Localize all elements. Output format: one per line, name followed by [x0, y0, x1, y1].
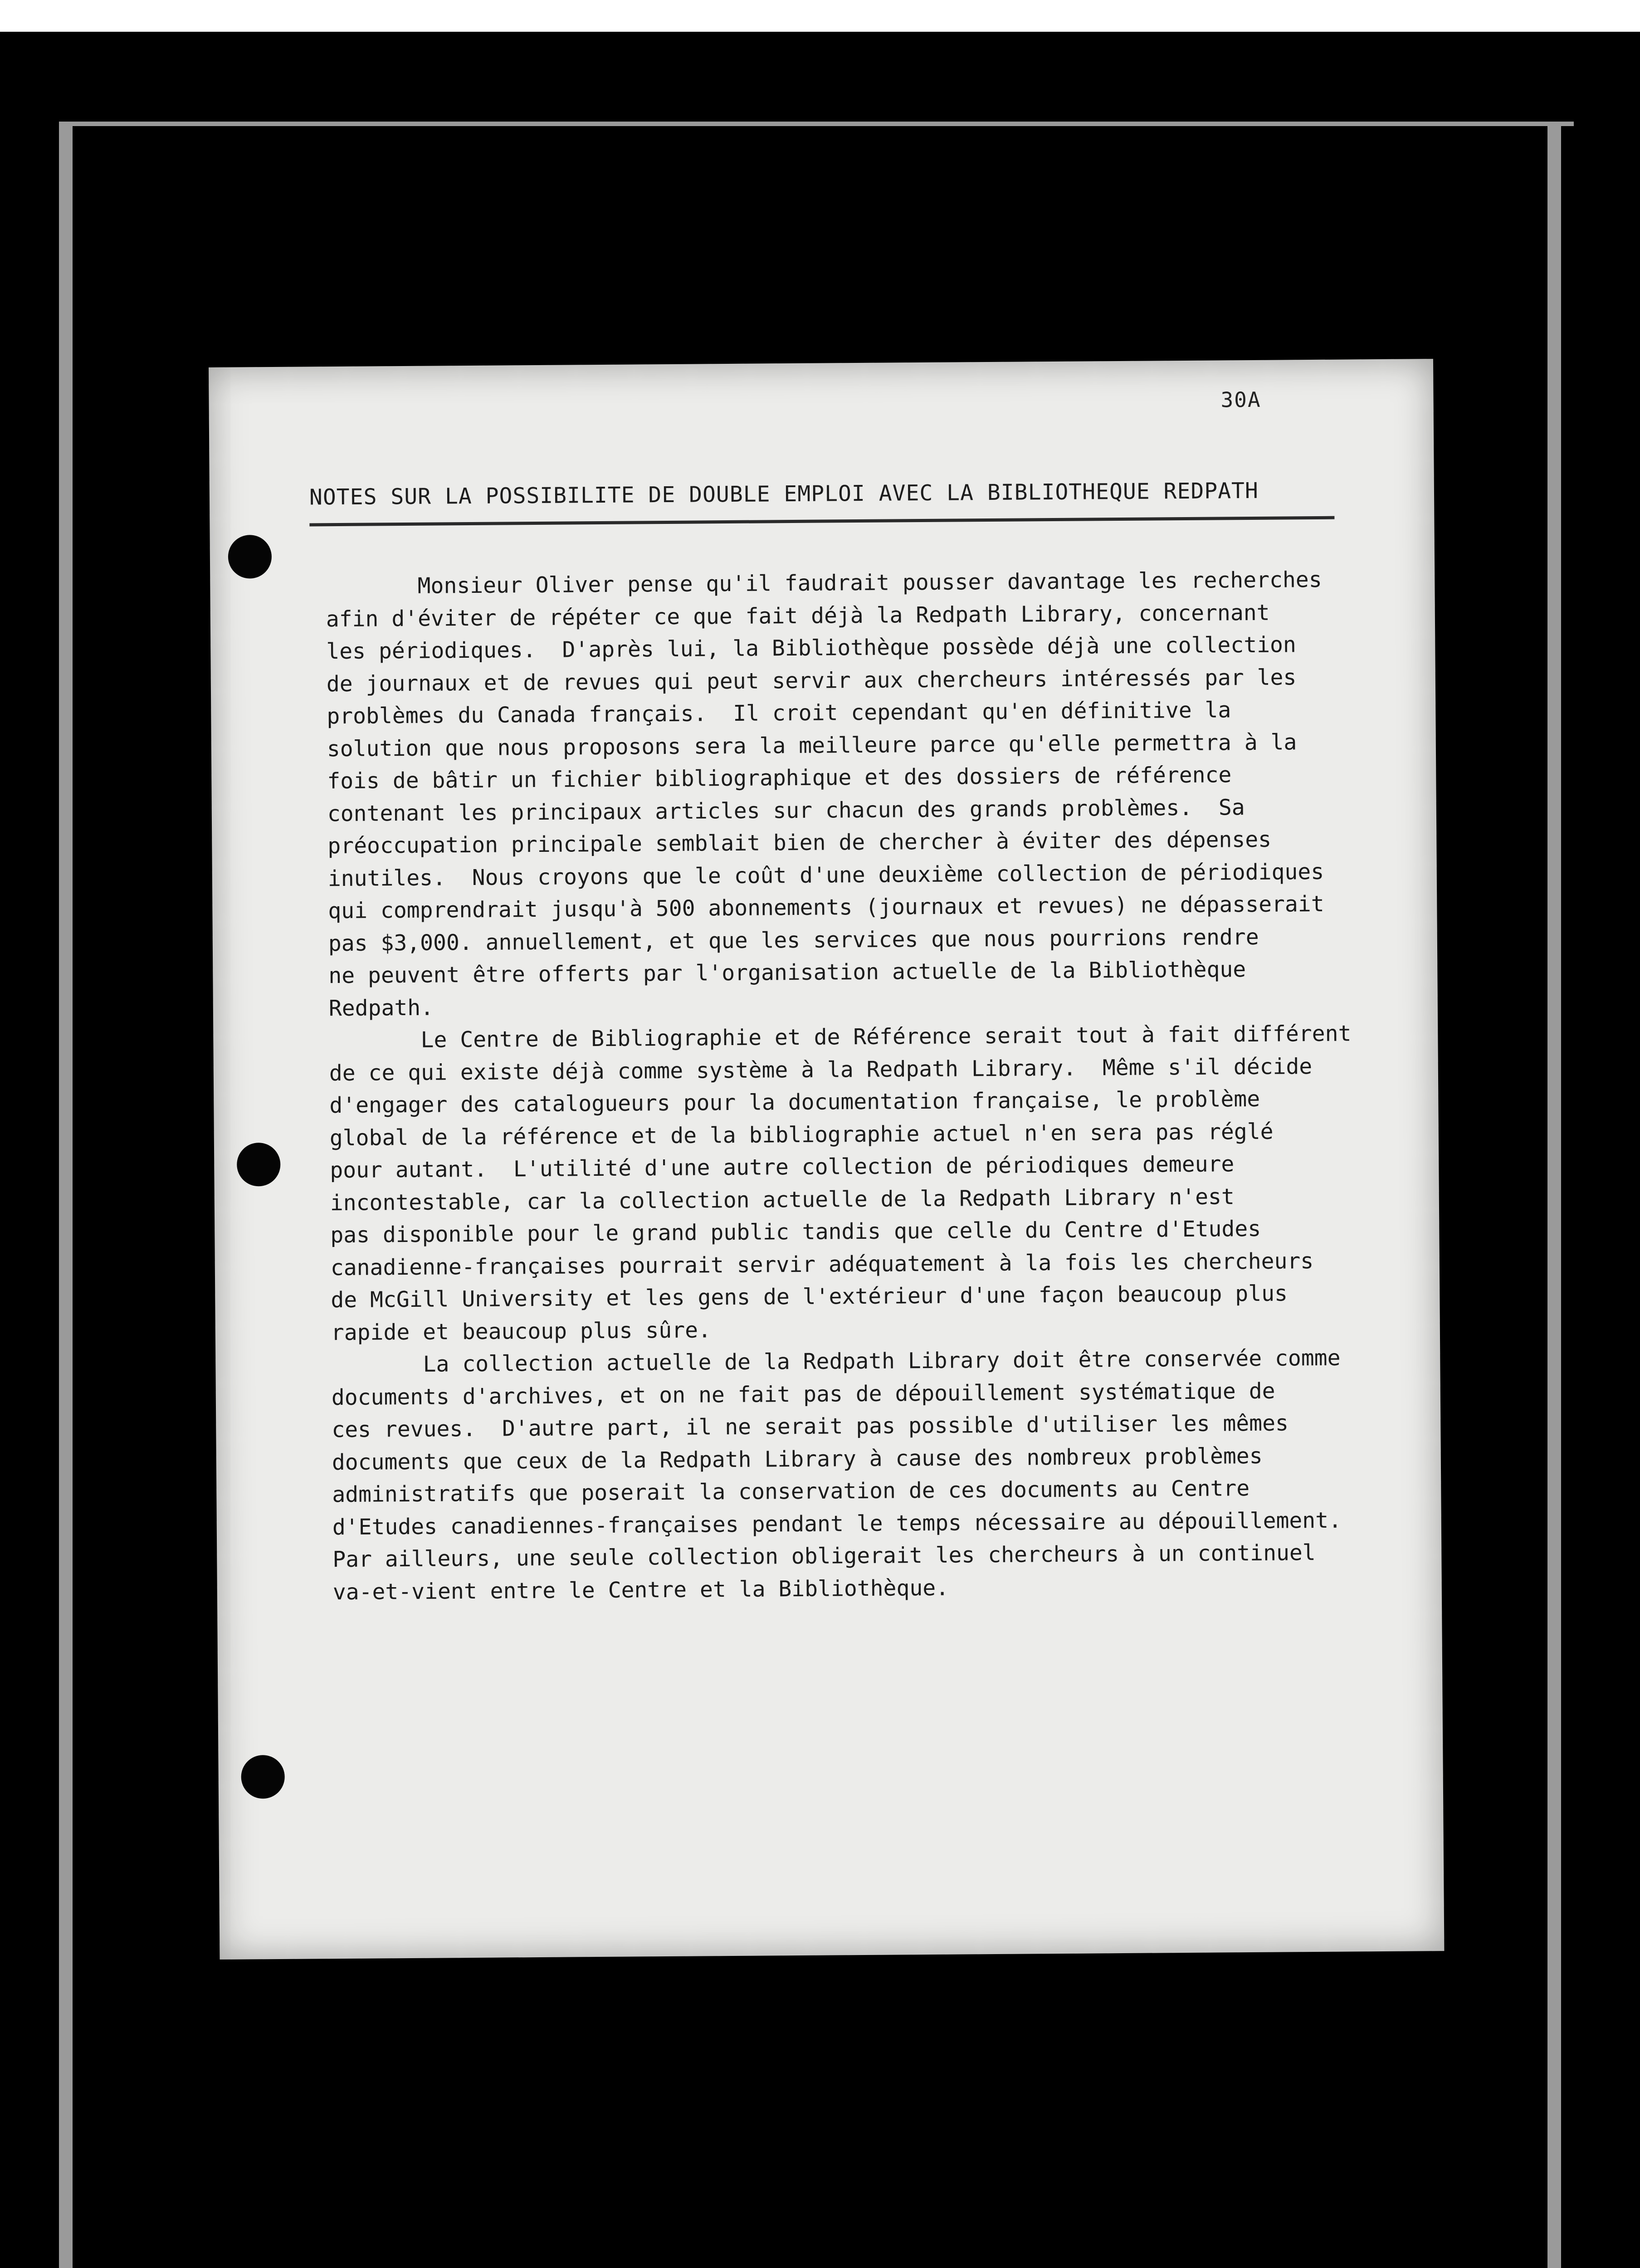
- body-line: La collection actuelle de la Redpath Library doit être conservée comme: [331, 1345, 1341, 1378]
- frame-right-edge: [1547, 122, 1561, 2268]
- body-line: documents que ceux de la Redpath Library à cause des nombreux problèmes: [332, 1443, 1263, 1475]
- body-line: ne peuvent être offerts par l'organisation actuelle de la Bibliothèque: [328, 957, 1246, 989]
- punch-hole-top: [228, 535, 272, 579]
- body-line: pas $3,000. annuellement, et que les services que nous pourrions rendre: [328, 924, 1259, 956]
- body-line: afin d'éviter de répéter ce que fait déjà la Redpath Library, concernant: [326, 600, 1270, 632]
- body-line: pas disponible pour le grand public tandis que celle du Centre d'Etudes: [330, 1216, 1261, 1248]
- body-line: inutiles. Nous croyons que le coût d'une deuxième collection de périodiques: [327, 859, 1324, 891]
- body-line: problèmes du Canada français. Il croit cependant qu'en définitive la: [327, 697, 1231, 729]
- body-line: de journaux et de revues qui peut servir aux chercheurs intéressés par les: [326, 664, 1297, 697]
- page-number: 30A: [1220, 387, 1261, 412]
- document-title: NOTES SUR LA POSSIBILITE DE DOUBLE EMPLOI AVEC LA BIBLIOTHEQUE REDPATH: [309, 478, 1259, 510]
- punch-hole-bottom: [241, 1755, 285, 1799]
- body-line: qui comprendrait jusqu'à 500 abonnements (journaux et revues) ne dépasserait: [328, 891, 1324, 924]
- body-line: global de la référence et de la bibliographie actuel n'en sera pas réglé: [329, 1119, 1274, 1151]
- body-line: de McGill University et les gens de l'extérieur d'une façon beaucoup plus: [331, 1281, 1288, 1313]
- body-line: contenant les principaux articles sur chacun des grands problèmes. Sa: [327, 794, 1245, 826]
- body-line: Redpath.: [328, 995, 434, 1021]
- body-line: de ce qui existe déjà comme système à la Redpath Library. Même s'il décide: [329, 1053, 1313, 1086]
- body-line: pour autant. L'utilité d'une autre collection de périodiques demeure: [330, 1151, 1235, 1183]
- body-line: rapide et beaucoup plus sûre.: [331, 1317, 712, 1345]
- body-line: documents d'archives, et on ne fait pas de dépouillement systématique de: [331, 1378, 1275, 1410]
- body-line: préoccupation principale semblait bien de chercher à éviter des dépenses: [327, 826, 1272, 859]
- body-line: canadienne-françaises pourrait servir adéquatement à la fois les chercheurs: [330, 1248, 1314, 1281]
- body-line: ces revues. D'autre part, il ne serait pas possible d'utiliser les mêmes: [332, 1410, 1289, 1443]
- frame-top-edge: [59, 122, 1574, 126]
- body-line: d'engager des catalogueurs pour la documentation française, le problème: [329, 1086, 1260, 1119]
- body-line: solution que nous proposons sera la meilleure parce qu'elle permettra à la: [327, 729, 1297, 762]
- body-line: d'Etudes canadiennes-françaises pendant le temps nécessaire au dépouillement.: [332, 1507, 1342, 1540]
- body-line: fois de bâtir un fichier bibliographique et des dossiers de référence: [327, 762, 1232, 794]
- body-line: va-et-vient entre le Centre et la Bibliothèque.: [332, 1575, 949, 1605]
- body-line: incontestable, car la collection actuelle de la Redpath Library n'est: [330, 1183, 1235, 1216]
- document-body: [326, 563, 1390, 1608]
- punch-hole-middle: [237, 1143, 281, 1187]
- body-line: administratifs que poserait la conservation de ces documents au Centre: [332, 1476, 1250, 1508]
- document-sheet: [209, 359, 1444, 1960]
- body-line: les périodiques. D'après lui, la Bibliothèque possède déjà une collection: [326, 632, 1297, 665]
- top-white-border: [0, 0, 1640, 32]
- body-line: Le Centre de Bibliographie et de Référence serait tout à fait différent: [329, 1021, 1352, 1054]
- title-underline: [309, 516, 1334, 527]
- body-line: Monsieur Oliver pense qu'il faudrait pousser davantage les recherches: [326, 567, 1322, 600]
- body-line: Par ailleurs, une seule collection obligerait les chercheurs à un continuel: [332, 1540, 1316, 1573]
- frame-left-edge: [59, 122, 73, 2268]
